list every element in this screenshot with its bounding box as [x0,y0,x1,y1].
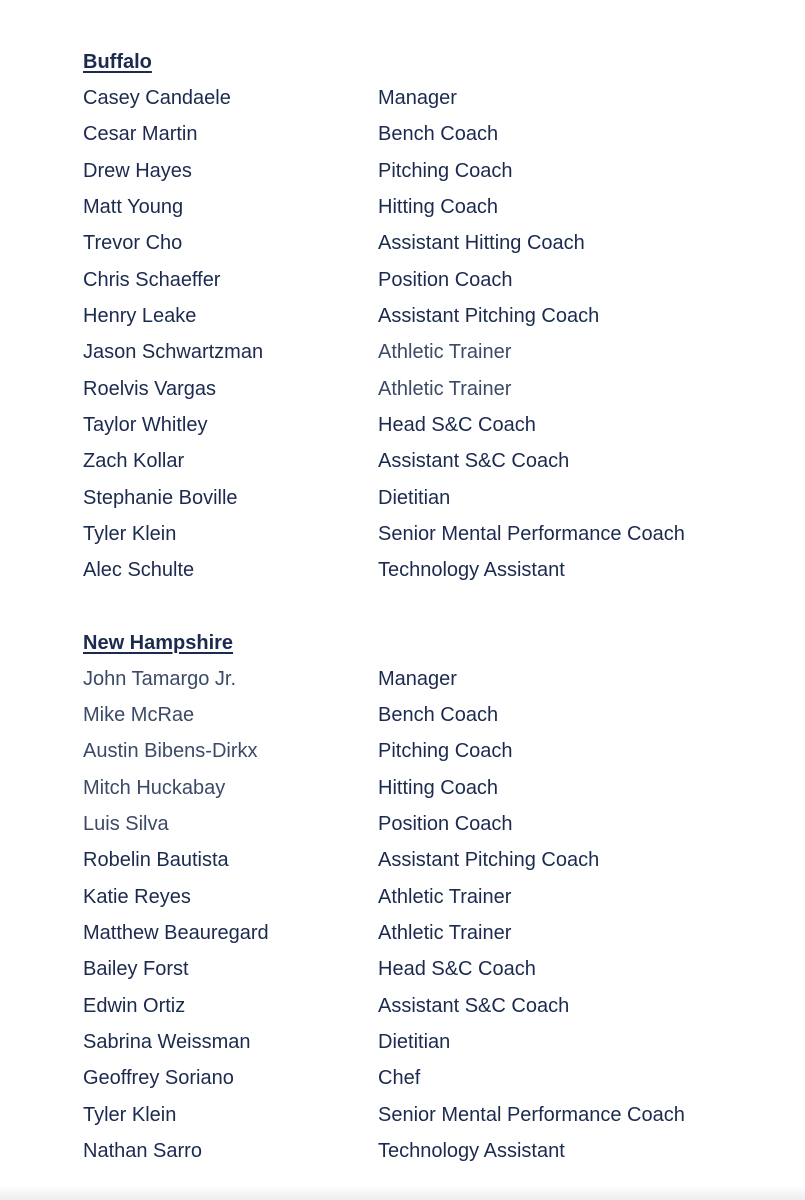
staff-name: Luis Silva [83,812,169,835]
staff-name: John Tamargo Jr. [83,667,237,690]
staff-name: Katie Reyes [83,885,191,908]
staff-name: Jason Schwartzman [83,341,264,364]
staff-document [83,44,783,1169]
staff-row [83,516,783,552]
staff-row [83,988,783,1024]
staff-name: Alec Schulte [83,559,195,582]
staff-name: Matt Young [83,195,184,218]
staff-row [83,1024,783,1060]
staff-name: Mitch Huckabay [83,776,226,799]
staff-name: Zach Kollar [83,450,185,473]
staff-name: Edwin Ortiz [83,994,186,1017]
staff-role: Manager [378,87,457,109]
staff-name: Matthew Beauregard [83,921,269,944]
staff-role: Head S&C Coach [378,958,536,981]
staff-role: Pitching Coach [378,159,513,182]
staff-row [83,262,783,298]
staff-name: Mike McRae [83,703,195,726]
staff-role: Head S&C Coach [378,413,536,436]
staff-name: Drew Hayes [83,159,192,182]
staff-row [83,661,783,697]
staff-name: Henry Leake [83,304,197,327]
staff-row [83,842,783,878]
staff-role: Chef [378,1067,421,1090]
staff-row [83,733,783,769]
staff-name: Casey Candaele [83,87,231,109]
staff-row [83,915,783,951]
staff-row [83,879,783,915]
staff-role: Manager [378,667,457,690]
section-new-hampshire [83,625,783,1170]
staff-row [83,480,783,516]
staff-name: Trevor Cho [83,232,183,255]
staff-role: Athletic Trainer [378,341,512,364]
staff-role: Assistant Pitching Coach [378,849,600,872]
staff-role: Assistant S&C Coach [378,450,570,473]
staff-row [83,951,783,987]
staff-row [83,189,783,225]
staff-role: Assistant Pitching Coach [378,304,600,327]
staff-role: Hitting Coach [378,195,499,218]
staff-name: Robelin Bautista [83,849,229,872]
staff-role: Pitching Coach [378,740,513,763]
staff-role: Athletic Trainer [378,885,512,908]
staff-row [83,552,783,588]
staff-name: Chris Schaeffer [83,268,221,291]
staff-name: Taylor Whitley [83,413,208,436]
staff-role: Dietitian [378,1030,451,1053]
staff-name: Stephanie Boville [83,486,238,509]
staff-role: Bench Coach [378,703,499,726]
staff-row [83,1060,783,1096]
staff-name: Geoffrey Soriano [83,1067,234,1090]
section-buffalo [83,44,783,589]
staff-name: Tyler Klein [83,1103,177,1126]
staff-role: Dietitian [378,486,451,509]
staff-row [83,407,783,443]
staff-sections [83,44,783,1169]
staff-name: Austin Bibens-Dirkx [83,740,258,763]
staff-role: Assistant S&C Coach [378,994,570,1017]
staff-name: Roelvis Vargas [83,377,217,400]
staff-row [83,116,783,152]
bottom-edge-shadow [0,1186,805,1200]
staff-row [83,697,783,733]
staff-role: Athletic Trainer [378,921,512,944]
staff-name: Cesar Martin [83,123,198,146]
staff-role: Bench Coach [378,123,499,146]
staff-role: Senior Mental Performance Coach [378,1103,685,1126]
staff-name: Sabrina Weissman [83,1030,251,1053]
staff-row [83,371,783,407]
staff-role: Assistant Hitting Coach [378,232,585,255]
staff-role: Technology Assistant [378,559,565,582]
staff-name: Bailey Forst [83,958,189,981]
staff-row [83,1133,783,1169]
staff-row [83,80,783,116]
staff-row [83,1097,783,1133]
section-title: New Hampshire [83,631,234,654]
staff-name: Tyler Klein [83,522,177,545]
staff-row [83,298,783,334]
staff-name: Nathan Sarro [83,1139,202,1162]
staff-row [83,225,783,261]
staff-row [83,153,783,189]
staff-row [83,334,783,370]
staff-role: Athletic Trainer [378,377,512,400]
staff-role: Senior Mental Performance Coach [378,522,685,545]
staff-row [83,443,783,479]
staff-row [83,806,783,842]
staff-role: Hitting Coach [378,776,499,799]
staff-role: Position Coach [378,812,513,835]
staff-role: Technology Assistant [378,1139,565,1162]
staff-role: Position Coach [378,268,513,291]
section-title: Buffalo [83,51,152,73]
staff-row [83,770,783,806]
